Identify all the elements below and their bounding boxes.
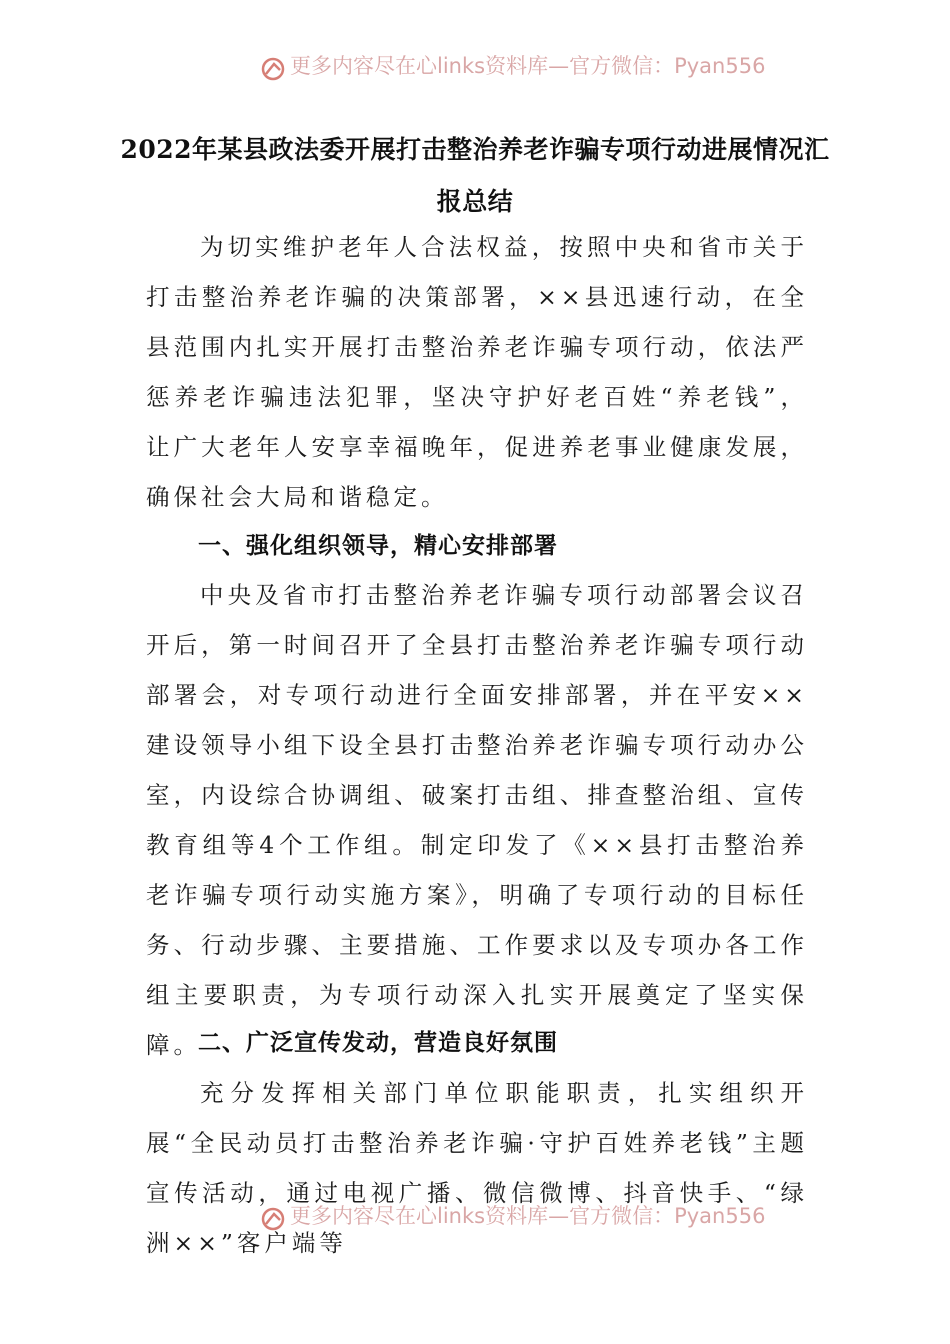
intro-paragraph: 为切实维护老年人合法权益，按照中央和省市关于打击整治养老诈骗的决策部署，××县迅速行动，在全县范围内扎实开展打击整治养老诈骗专项行动，依法严惩养老诈骗违法犯罪，坚决守护好老百姓“养老钱”，让广大老年人安享幸福晚年，促进养老事业健康发展，确保社会大局和谐稳定。 [146, 233, 808, 511]
header-watermark [260, 54, 780, 88]
watermark-text: 更多内容尽在心links资料库—官方微信：Pyan556 [290, 1204, 766, 1228]
watermark-logo-icon [260, 56, 286, 82]
document-title: 2022年某县政法委开展打击整治养老诈骗专项行动进展情况汇报总结 [120, 135, 830, 216]
section-paragraph: 中央及省市打击整治养老诈骗专项行动部署会议召开后，第一时间召开了全县打击整治养老诈骗专项行动部署会，对专项行动进行全面安排部署，并在平安××建设领导小组下设全县打击整治养老诈骗专项行动办公室，内设综合协调组、破案打击组、排查整治组、宣传教育组等4个工作组。制定印发了《××县打击整治养老诈骗专项行动实施方案》，明确了专项行动的目标任务、行动步骤、主要措施、工作要求以及专项办各工作组主要职责，为专项行动深入扎实开展奠定了坚实保障。 [146, 581, 808, 1059]
section-heading: 一、强化组织领导，精心安排部署 [198, 533, 558, 559]
section-heading: 二、广泛宣传发动，营造良好氛围 [198, 1030, 558, 1056]
section-paragraph: 充分发挥相关部门单位职能职责，扎实组织开展“全民动员打击整治养老诈骗·守护百姓养老钱”主题宣传活动，通过电视广播、微信微博、抖音快手、“绿洲××”客户端等 [146, 1079, 808, 1257]
watermark-logo-icon [260, 1206, 286, 1232]
footer-watermark [260, 1204, 780, 1238]
watermark-text: 更多内容尽在心links资料库—官方微信：Pyan556 [290, 54, 766, 78]
